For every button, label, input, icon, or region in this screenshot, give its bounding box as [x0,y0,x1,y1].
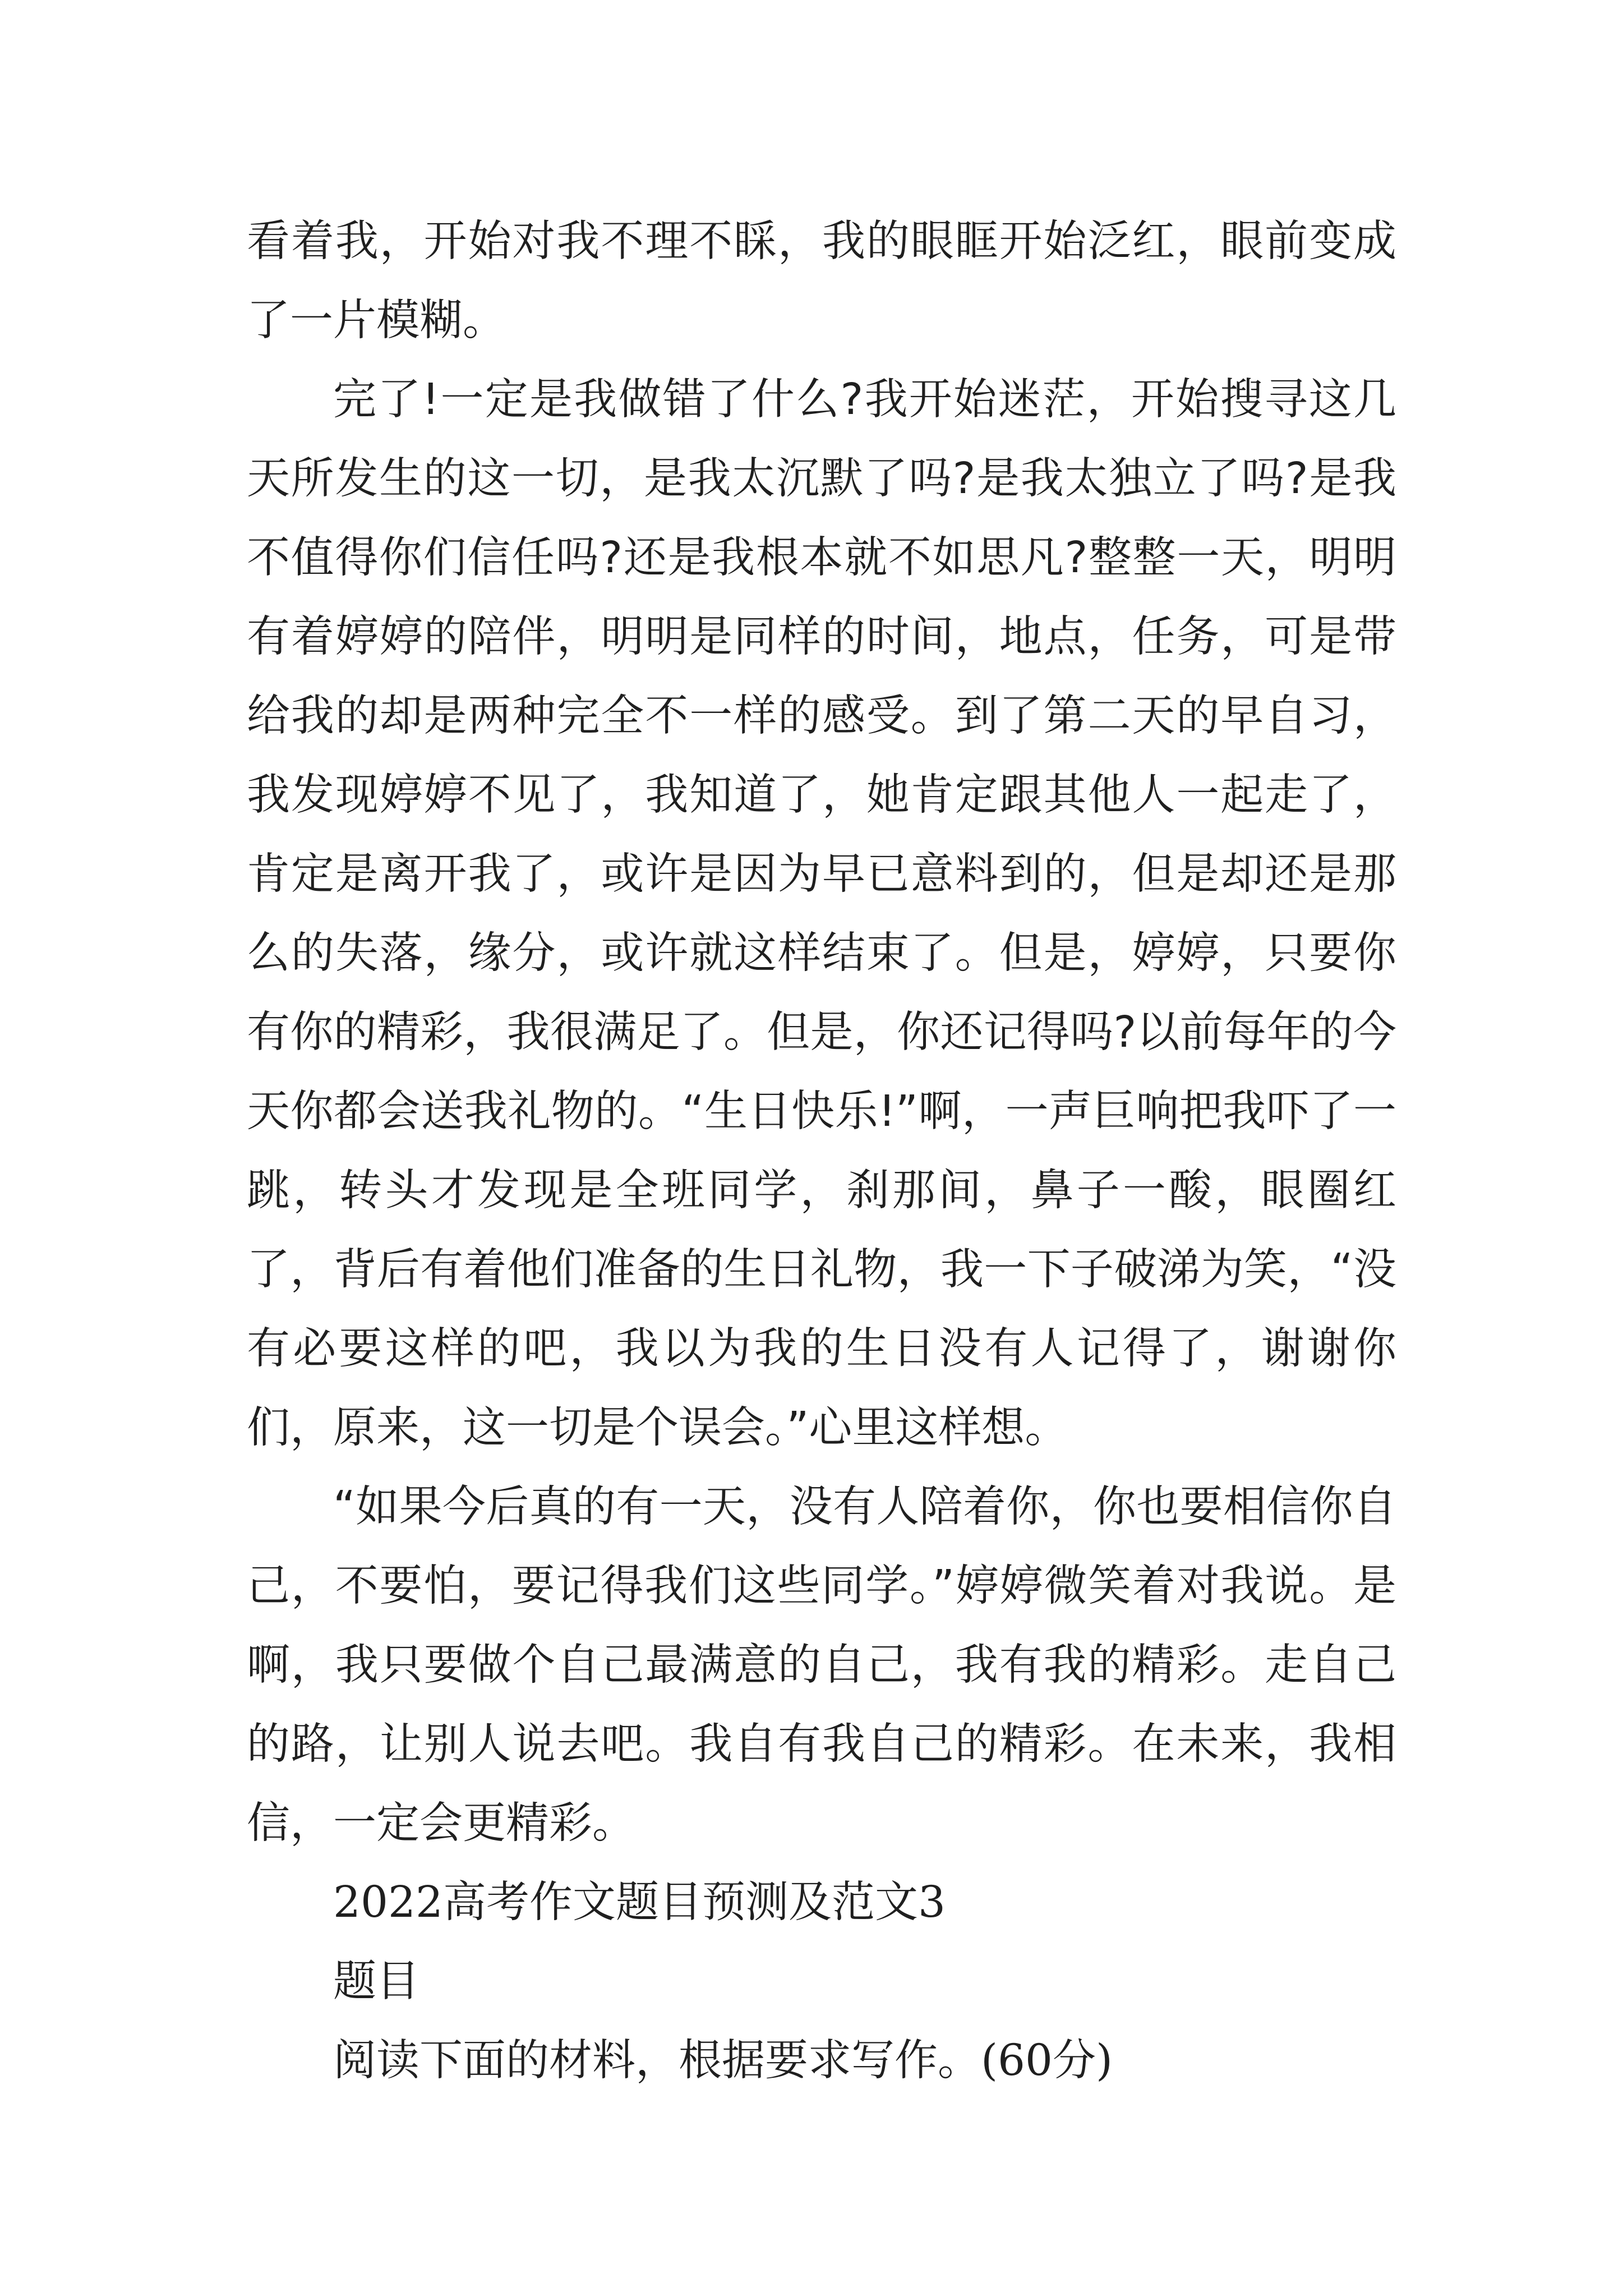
document-body [247,202,1396,2100]
topic-label: 题目 [333,1957,419,2007]
reading-instruction: 阅读下面的材料，根据要求写作。(60分) [333,2036,1113,2086]
essay-section-title: 2022高考作文题目预测及范文3 [333,1878,946,1927]
paragraph-conclusion: “如果今后真的有一天，没有人陪着你，你也要相信你自己，不要怕，要记得我们这些同学。”婷婷微笑着对我说。是啊，我只要做个自己最满意的自己，我有我的精彩。走自己的路，让别人说去吧。我自有我自己的精彩。在未来，我相信，一定会更精彩。 [247,1482,1396,1848]
paragraph-continuation: 看着我，开始对我不理不睬，我的眼眶开始泛红，眼前变成了一片模糊。 [247,217,1396,346]
paragraph-birthday-story: 完了!一定是我做错了什么?我开始迷茫，开始搜寻这几天所发生的这一切，是我太沉默了吗?是我太独立了吗?是我不值得你们信任吗?还是我根本就不如思凡?整整一天，明明有着婷婷的陪伴，明明是同样的时间，地点，任务，可是带给我的却是两种完全不一样的感受。到了第二天的早自习，我发现婷婷不见了，我知道了，她肯定跟其他人一起走了，肯定是离开我了，或许是因为早已意料到的，但是却还是那么的失落，缘分，或许就这样结束了。但是，婷婷，只要你有你的精彩，我很满足了。但是，你还记得吗?以前每年的今天你都会送我礼物的。“生日快乐!”啊，一声巨响把我吓了一跳，转头才发现是全班同学，刹那间，鼻子一酸，眼圈红了，背后有着他们准备的生日礼物，我一下子破涕为笑，“没有必要这样的吧，我以为我的生日没有人记得了，谢谢你们，原来，这一切是个误会。”心里这样想。 [247,375,1396,1453]
